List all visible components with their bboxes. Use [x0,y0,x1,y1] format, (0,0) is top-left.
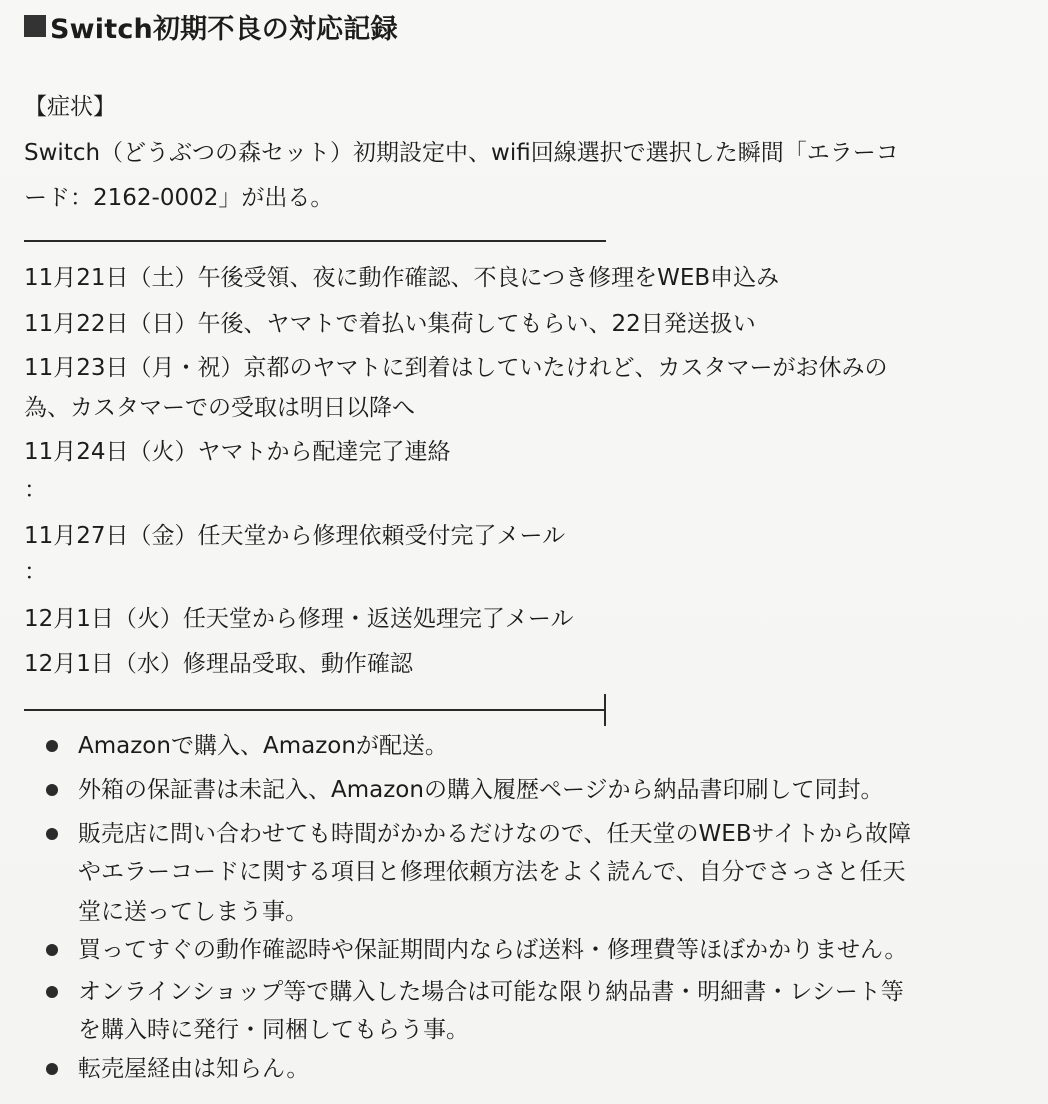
timeline-entry: 11月21日（土）午後受領、夜に動作確認、不良につき修理をWEB申込み [24,265,780,291]
page-title [24,6,398,46]
list-item: 転売屋経由は知らん。 [78,1056,310,1082]
timeline-entry: 11月24日（火）ヤマトから配達完了連絡 [24,439,451,465]
list-item: オンラインショップ等で購入した場合は可能な限り納品書・明細書・レシート等 [78,979,904,1005]
timeline-entry: 12月1日（水）修理品受取、動作確認 [24,651,413,677]
timeline-entry: 12月1日（火）任天堂から修理・返送処理完了メール [24,606,574,632]
bullet-dot-icon [46,784,58,796]
bullet-dot-icon [46,1063,58,1075]
list-item: 販売店に問い合わせても時間がかかるだけなので、任天堂のWEBサイトから故障 [78,821,911,847]
timeline-entry-continued: 為、カスタマーでの受取は明日以降へ [24,395,415,421]
divider-bottom [24,709,606,711]
text-cursor [604,694,606,726]
list-item: 外箱の保証書は未記入、Amazonの購入履歴ページから納品書印刷して同封。 [78,777,884,803]
timeline-entry: 11月23日（月・祝）京都のヤマトに到着はしていたけれど、カスタマーがお休みの [24,355,888,381]
timeline-gap: ： [24,559,47,585]
title-square-icon [24,15,46,37]
bullet-dot-icon [46,740,58,752]
bullet-dot-icon [46,986,58,998]
symptom-line-2: ード：2162-0002」が出る。 [24,185,334,211]
bullet-dot-icon [46,944,58,956]
divider-top [24,240,606,242]
title-text: Switch初期不良の対応記録 [50,13,398,45]
timeline-entry: 11月27日（金）任天堂から修理依頼受付完了メール [24,523,566,549]
list-item-continued: を購入時に発行・同梱してもらう事。 [78,1017,469,1043]
bullet-dot-icon [46,828,58,840]
timeline-gap: ： [24,477,47,503]
timeline-entry: 11月22日（日）午後、ヤマトで着払い集荷してもらい、22日発送扱い [24,311,756,337]
list-item-continued: やエラーコードに関する項目と修理依頼方法をよく読んで、自分でさっさと任天 [78,859,906,885]
list-item: 買ってすぐの動作確認時や保証期間内ならば送料・修理費等ほぼかかりません。 [78,937,908,963]
symptom-heading: 【症状】 [24,94,116,120]
list-item-continued: 堂に送ってしまう事。 [78,899,308,925]
list-item: Amazonで購入、Amazonが配送。 [78,733,448,759]
symptom-line-1: Switch（どうぶつの森セット）初期設定中、wifi回線選択で選択した瞬間「エラーコ [24,140,899,166]
